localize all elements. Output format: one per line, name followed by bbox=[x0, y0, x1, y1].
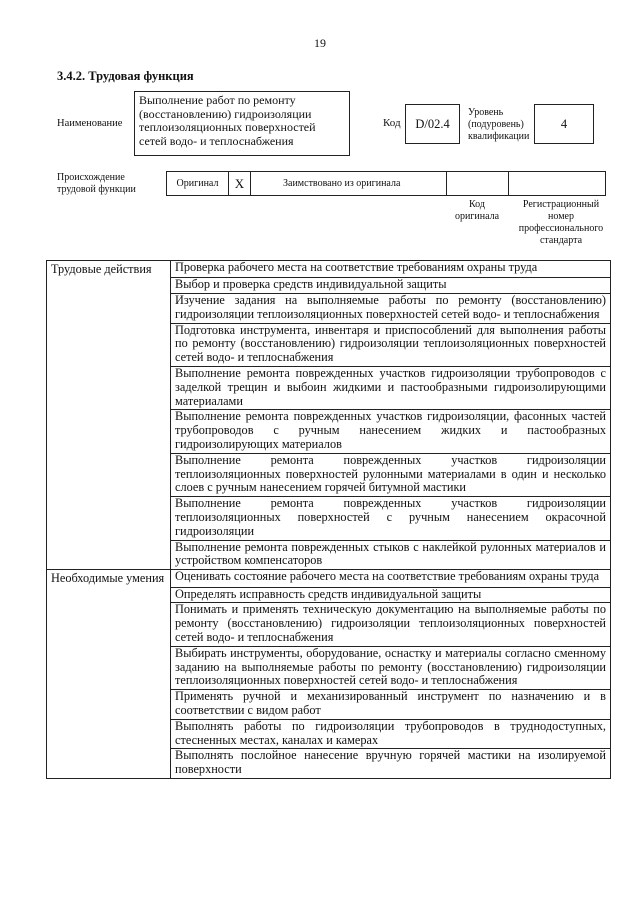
reg-number-cell bbox=[509, 172, 605, 195]
table-row bbox=[47, 646, 611, 689]
table-row bbox=[47, 261, 611, 278]
labor-action: Выбор и проверка средств индивидуальной защиты bbox=[171, 278, 611, 294]
borrowed-label: Заимствовано из оригинала bbox=[251, 172, 447, 195]
labor-action: Выполнение ремонта поврежденных участков гидроизоляции, фасонных частей трубопроводов с ручным нанесением жидких и пастообразных гидроизолирующих материалов bbox=[171, 410, 611, 453]
code-value-box: D/02.4 bbox=[405, 104, 460, 144]
group-label-cont bbox=[47, 453, 171, 496]
table-row bbox=[47, 749, 611, 779]
table-row bbox=[47, 278, 611, 294]
code-label: Код bbox=[383, 117, 401, 129]
name-label: Наименование bbox=[57, 118, 123, 129]
labor-action: Изучение задания на выполняемые работы по ремонту (восстановлению) гидроизоляции теплоизоляционных поверхностей сетей водо- и теплоснабжения bbox=[171, 294, 611, 324]
group-label-cont bbox=[47, 323, 171, 366]
labor-action: Выполнение ремонта поврежденных стыков с наклейкой рулонных материалов и устройством компенсаторов bbox=[171, 540, 611, 570]
table-row bbox=[47, 540, 611, 570]
labor-action-group-label: Трудовые действия bbox=[47, 261, 171, 278]
group-label-cont bbox=[47, 603, 171, 646]
section-title: 3.4.2. Трудовая функция bbox=[57, 69, 194, 83]
group-label-cont bbox=[47, 278, 171, 294]
table-row bbox=[47, 587, 611, 603]
table-row bbox=[47, 410, 611, 453]
original-label: Оригинал bbox=[167, 172, 229, 195]
page-number: 19 bbox=[314, 36, 326, 50]
original-mark: X bbox=[229, 172, 251, 195]
table-row bbox=[47, 453, 611, 496]
labor-action: Проверка рабочего места на соответствие требованиям охраны труда bbox=[171, 261, 611, 278]
labor-action: Выполнение ремонта поврежденных участков гидроизоляции теплоизоляционных поверхностей с ручным нанесением окрасочной гидроизоляции bbox=[171, 497, 611, 540]
table-row bbox=[47, 690, 611, 720]
origin-row bbox=[166, 171, 606, 196]
required-skill: Выполнять послойное нанесение вручную горячей мастики на изолируемой поверхности bbox=[171, 749, 611, 779]
required-skill: Применять ручной и механизированный инструмент по назначению и в соответствии с видом работ bbox=[171, 690, 611, 720]
code-caption: Код оригинала bbox=[454, 199, 500, 222]
table-row bbox=[47, 603, 611, 646]
original-code-cell bbox=[447, 172, 509, 195]
group-label-cont bbox=[47, 294, 171, 324]
required-skill: Выполнять работы по гидроизоляции трубопроводов в труднодоступных, стесненных местах, каналах и камерах bbox=[171, 719, 611, 749]
group-label-cont bbox=[47, 749, 171, 779]
table-row bbox=[47, 719, 611, 749]
origin-label: Происхождение трудовой функции bbox=[57, 172, 136, 195]
required-skill: Выбирать инструменты, оборудование, оснастку и материалы согласно сменному заданию на выполняемые работы по ремонту (восстановлению) гидроизоляции теплоизоляционных поверхностей сетей водо- и теплоснабжения bbox=[171, 646, 611, 689]
required-skill: Определять исправность средств индивидуальной защиты bbox=[171, 587, 611, 603]
labor-action: Подготовка инструмента, инвентаря и приспособлений для выполнения работы по ремонту (восстановлению) гидроизоляции теплоизоляционных поверхностей сетей водо- и теплоснабжения bbox=[171, 323, 611, 366]
group-label-cont bbox=[47, 587, 171, 603]
level-label: Уровень (подуровень) квалификации bbox=[468, 107, 530, 142]
table-row bbox=[47, 367, 611, 410]
group-label-cont bbox=[47, 540, 171, 570]
table-row bbox=[47, 497, 611, 540]
labor-action: Выполнение ремонта поврежденных участков гидроизоляции трубопроводов с заделкой трещин и выбоин жидкими и пастообразными гидроизолирующими материалами bbox=[171, 367, 611, 410]
table-row bbox=[47, 570, 611, 587]
labor-action: Выполнение ремонта поврежденных участков гидроизоляции теплоизоляционных поверхностей рулонными материалами в один и несколько слоев с ручным нанесением горячей битумной мастики bbox=[171, 453, 611, 496]
table-row bbox=[47, 323, 611, 366]
required-skill: Оценивать состояние рабочего места на соответствие требованиям охраны труда bbox=[171, 570, 611, 587]
group-label-cont bbox=[47, 497, 171, 540]
group-label-cont bbox=[47, 690, 171, 720]
group-label-cont bbox=[47, 367, 171, 410]
level-value-box: 4 bbox=[534, 104, 594, 144]
group-label-cont bbox=[47, 410, 171, 453]
group-label-cont bbox=[47, 719, 171, 749]
required-skill: Понимать и применять техническую документацию на выполняемые работы по ремонту (восстановлению) гидроизоляции теплоизоляционных поверхностей сетей водо- и теплоснабжения bbox=[171, 603, 611, 646]
function-name-box: Выполнение работ по ремонту (восстановлению) гидроизоляции теплоизоляционных поверхностей сетей водо- и теплоснабжения bbox=[134, 91, 350, 156]
group-label-cont bbox=[47, 646, 171, 689]
table-row bbox=[47, 294, 611, 324]
required-skill-group-label: Необходимые умения bbox=[47, 570, 171, 587]
function-table bbox=[46, 260, 611, 779]
reg-caption: Регистрационный номер профессионального стандарта bbox=[518, 199, 604, 246]
